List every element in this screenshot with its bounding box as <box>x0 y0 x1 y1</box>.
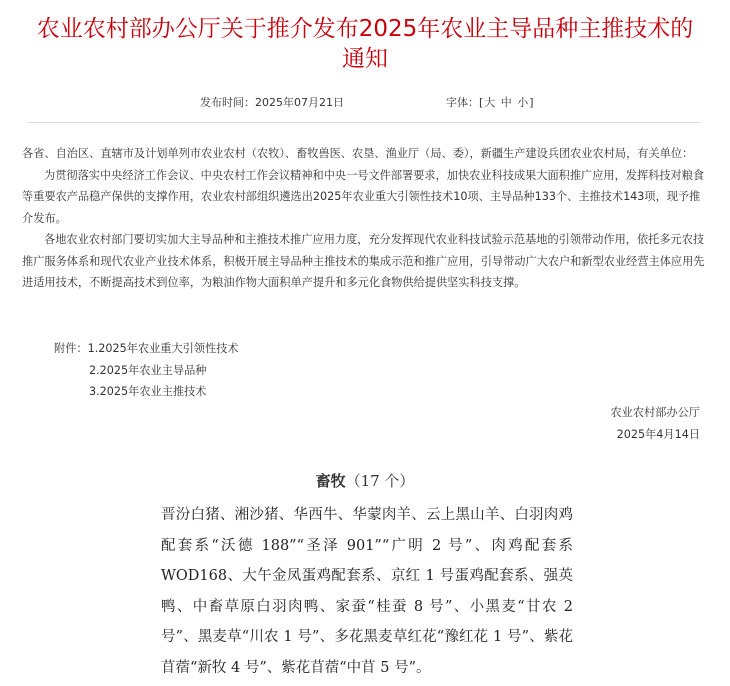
signature-date: 2025年4月14日 <box>616 427 700 441</box>
signature <box>610 402 700 445</box>
page-title <box>20 14 710 74</box>
section-content: 晋汾白猪、湘沙猪、华西牛、华蒙肉羊、云上黑山羊、白羽肉鸡配套系“沃德 188”“圣泽 901”“广明 2 号”、肉鸡配套系 WOD168、大午金凤蛋鸡配套系、京红 1 号蛋鸡配套系、强英鸭、中畜草原白羽肉鸭、家蚕“桂蚕 8 号”、小黑麦“甘农 2 号”、黑麦草“川农 1 号”、多花黑麦草红花“豫红花 1 号”、紫花苜蓿“新牧 4 号”、紫花苜蓿“中苜 5 号”。 <box>161 507 573 676</box>
header-divider <box>27 122 701 123</box>
font-size-medium-button[interactable]: 中 <box>500 96 512 109</box>
publish-date-label: 发布时间： <box>200 96 255 109</box>
attachment-link-3[interactable]: 3.2025年农业主推技术 <box>89 385 207 398</box>
attachment-link-2[interactable]: 2.2025年农业主导品种 <box>89 363 207 377</box>
article-body <box>22 143 708 294</box>
attachments <box>54 338 239 403</box>
paragraph-1: 为贯彻落实中央经济工作会议、中央农村工作会议精神和中央一号文件部署要求，加快农业科技成果大面积推广应用，发挥科技对粮食等重要农产品稳产保供的支撑作用，农业农村部组织遴选出2025年农业重大引领性技术10项、主导品种133个、主推技术143项，现予推介发布。 <box>22 168 705 225</box>
section-count: （17 个） <box>345 472 415 490</box>
font-size-large-button[interactable]: 大 <box>484 96 496 109</box>
font-size-small-button[interactable]: 小 <box>517 96 529 109</box>
attachments-label: 附件： <box>54 342 88 355</box>
title-line-1: 农业农村部办公厅关于推介发布2025年农业主导品种主推技术的 <box>36 16 694 42</box>
attachment-link-1[interactable]: 1.2025年农业重大引领性技术 <box>87 342 239 355</box>
font-size-bracket-open: [ <box>479 96 484 109</box>
font-size-selector <box>446 94 534 110</box>
publish-date <box>200 94 344 110</box>
signature-org: 农业农村部办公厅 <box>610 406 700 419</box>
font-size-label: 字体： <box>446 96 479 109</box>
salutation: 各省、自治区、直辖市及计划单列市农业农村（农牧）、畜牧兽医、农垦、渔业厅（局、委），新疆生产建设兵团农业农村局，有关单位： <box>22 147 694 160</box>
publish-date-value: 2025年07月21日 <box>255 96 344 109</box>
section-heading-text: 畜牧 <box>315 472 346 490</box>
section-heading <box>0 470 730 491</box>
font-size-bracket-close: ] <box>529 96 534 109</box>
paragraph-2: 各地农业农村部门要切实加大主导品种和主推技术推广应用力度，充分发挥现代农业科技试验示范基地的引领带动作用，依托多元农技推广服务体系和现代农业产业技术体系，积极开展主导品种主推技术的集成示范和推广应用，引导带动广大农户和新型农业经营主体应用先进适用技术，不断提高技术到位率，为粮油作物大面积单产提升和多元化食物供给提供坚实科技支撑。 <box>22 233 705 289</box>
title-line-2: 通知 <box>342 46 388 72</box>
